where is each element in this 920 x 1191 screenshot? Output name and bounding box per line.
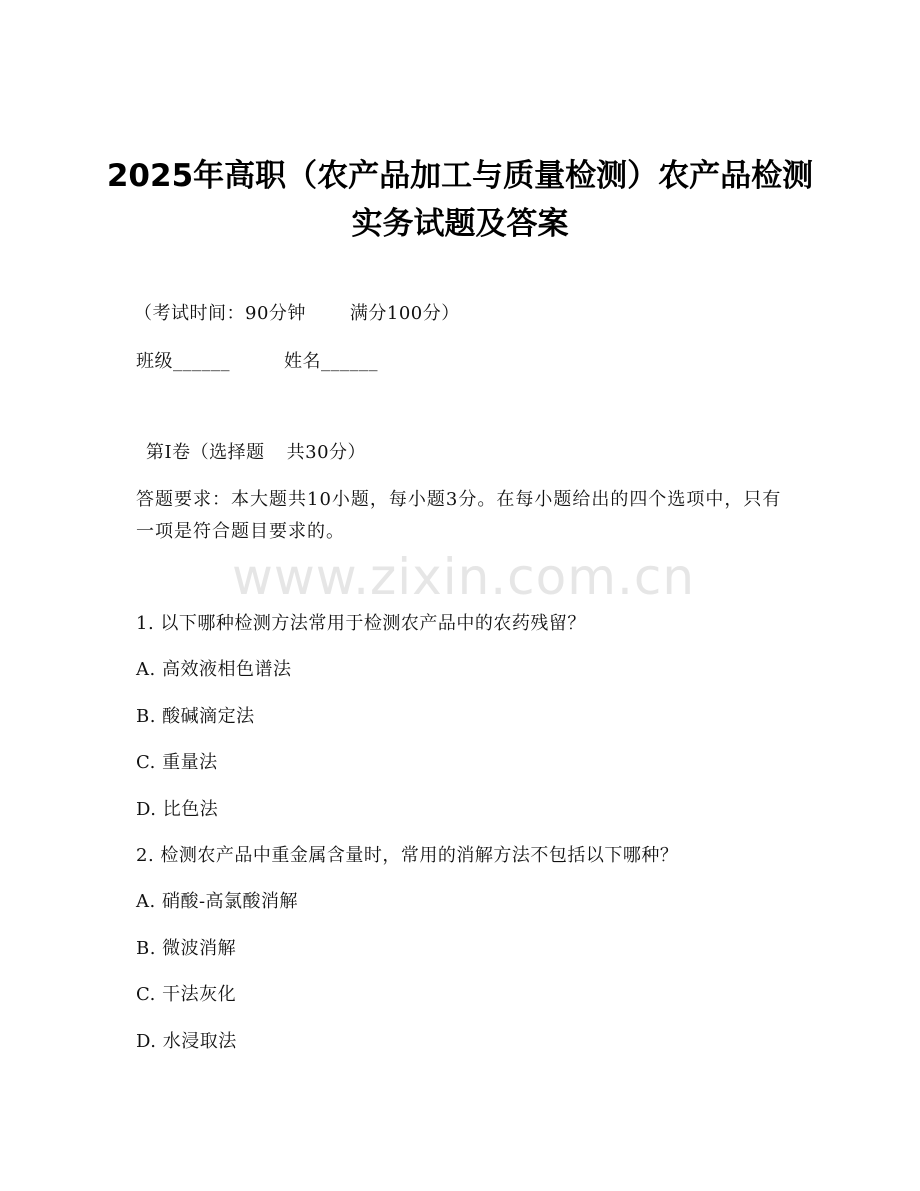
document-title: 2025年高职（农产品加工与质量检测）农产品检测实务试题及答案 [106,158,814,242]
question-1-stem: 1. 以下哪种检测方法常用于检测农产品中的农药残留？ [136,613,586,634]
question-1-option-c: C. 重量法 [136,752,218,773]
question-1-option-b: B. 酸碱滴定法 [136,706,255,727]
name-field-label: 姓名______ [284,351,378,372]
question-2-option-d: D. 水浸取法 [136,1031,237,1052]
question-1-option-d: D. 比色法 [136,799,219,820]
exam-info [134,301,460,327]
class-field-label: 班级______ [136,351,230,372]
question-2-stem: 2. 检测农产品中重金属含量时，常用的消解方法不包括以下哪种？ [136,845,679,866]
exam-time: （考试时间：90分钟 [134,303,306,324]
question-2-option-a: A. 硝酸-高氯酸消解 [136,891,299,912]
exam-score: 满分100分） [349,303,460,324]
section-points: 共30分） [286,442,367,463]
section-title: 第Ⅰ卷（选择题 [146,442,265,463]
question-1-option-a: A. 高效液相色谱法 [136,659,292,680]
watermark: www.zixin.com.cn [232,548,696,606]
section-instructions: 答题要求：本大题共10小题，每小题3分。在每小题给出的四个选项中，只有一项是符合题目要求的。 [136,489,782,542]
question-2-option-b: B. 微波消解 [136,938,237,959]
section-heading [146,440,366,466]
question-2-option-c: C. 干法灰化 [136,984,237,1005]
student-fields [136,349,378,375]
